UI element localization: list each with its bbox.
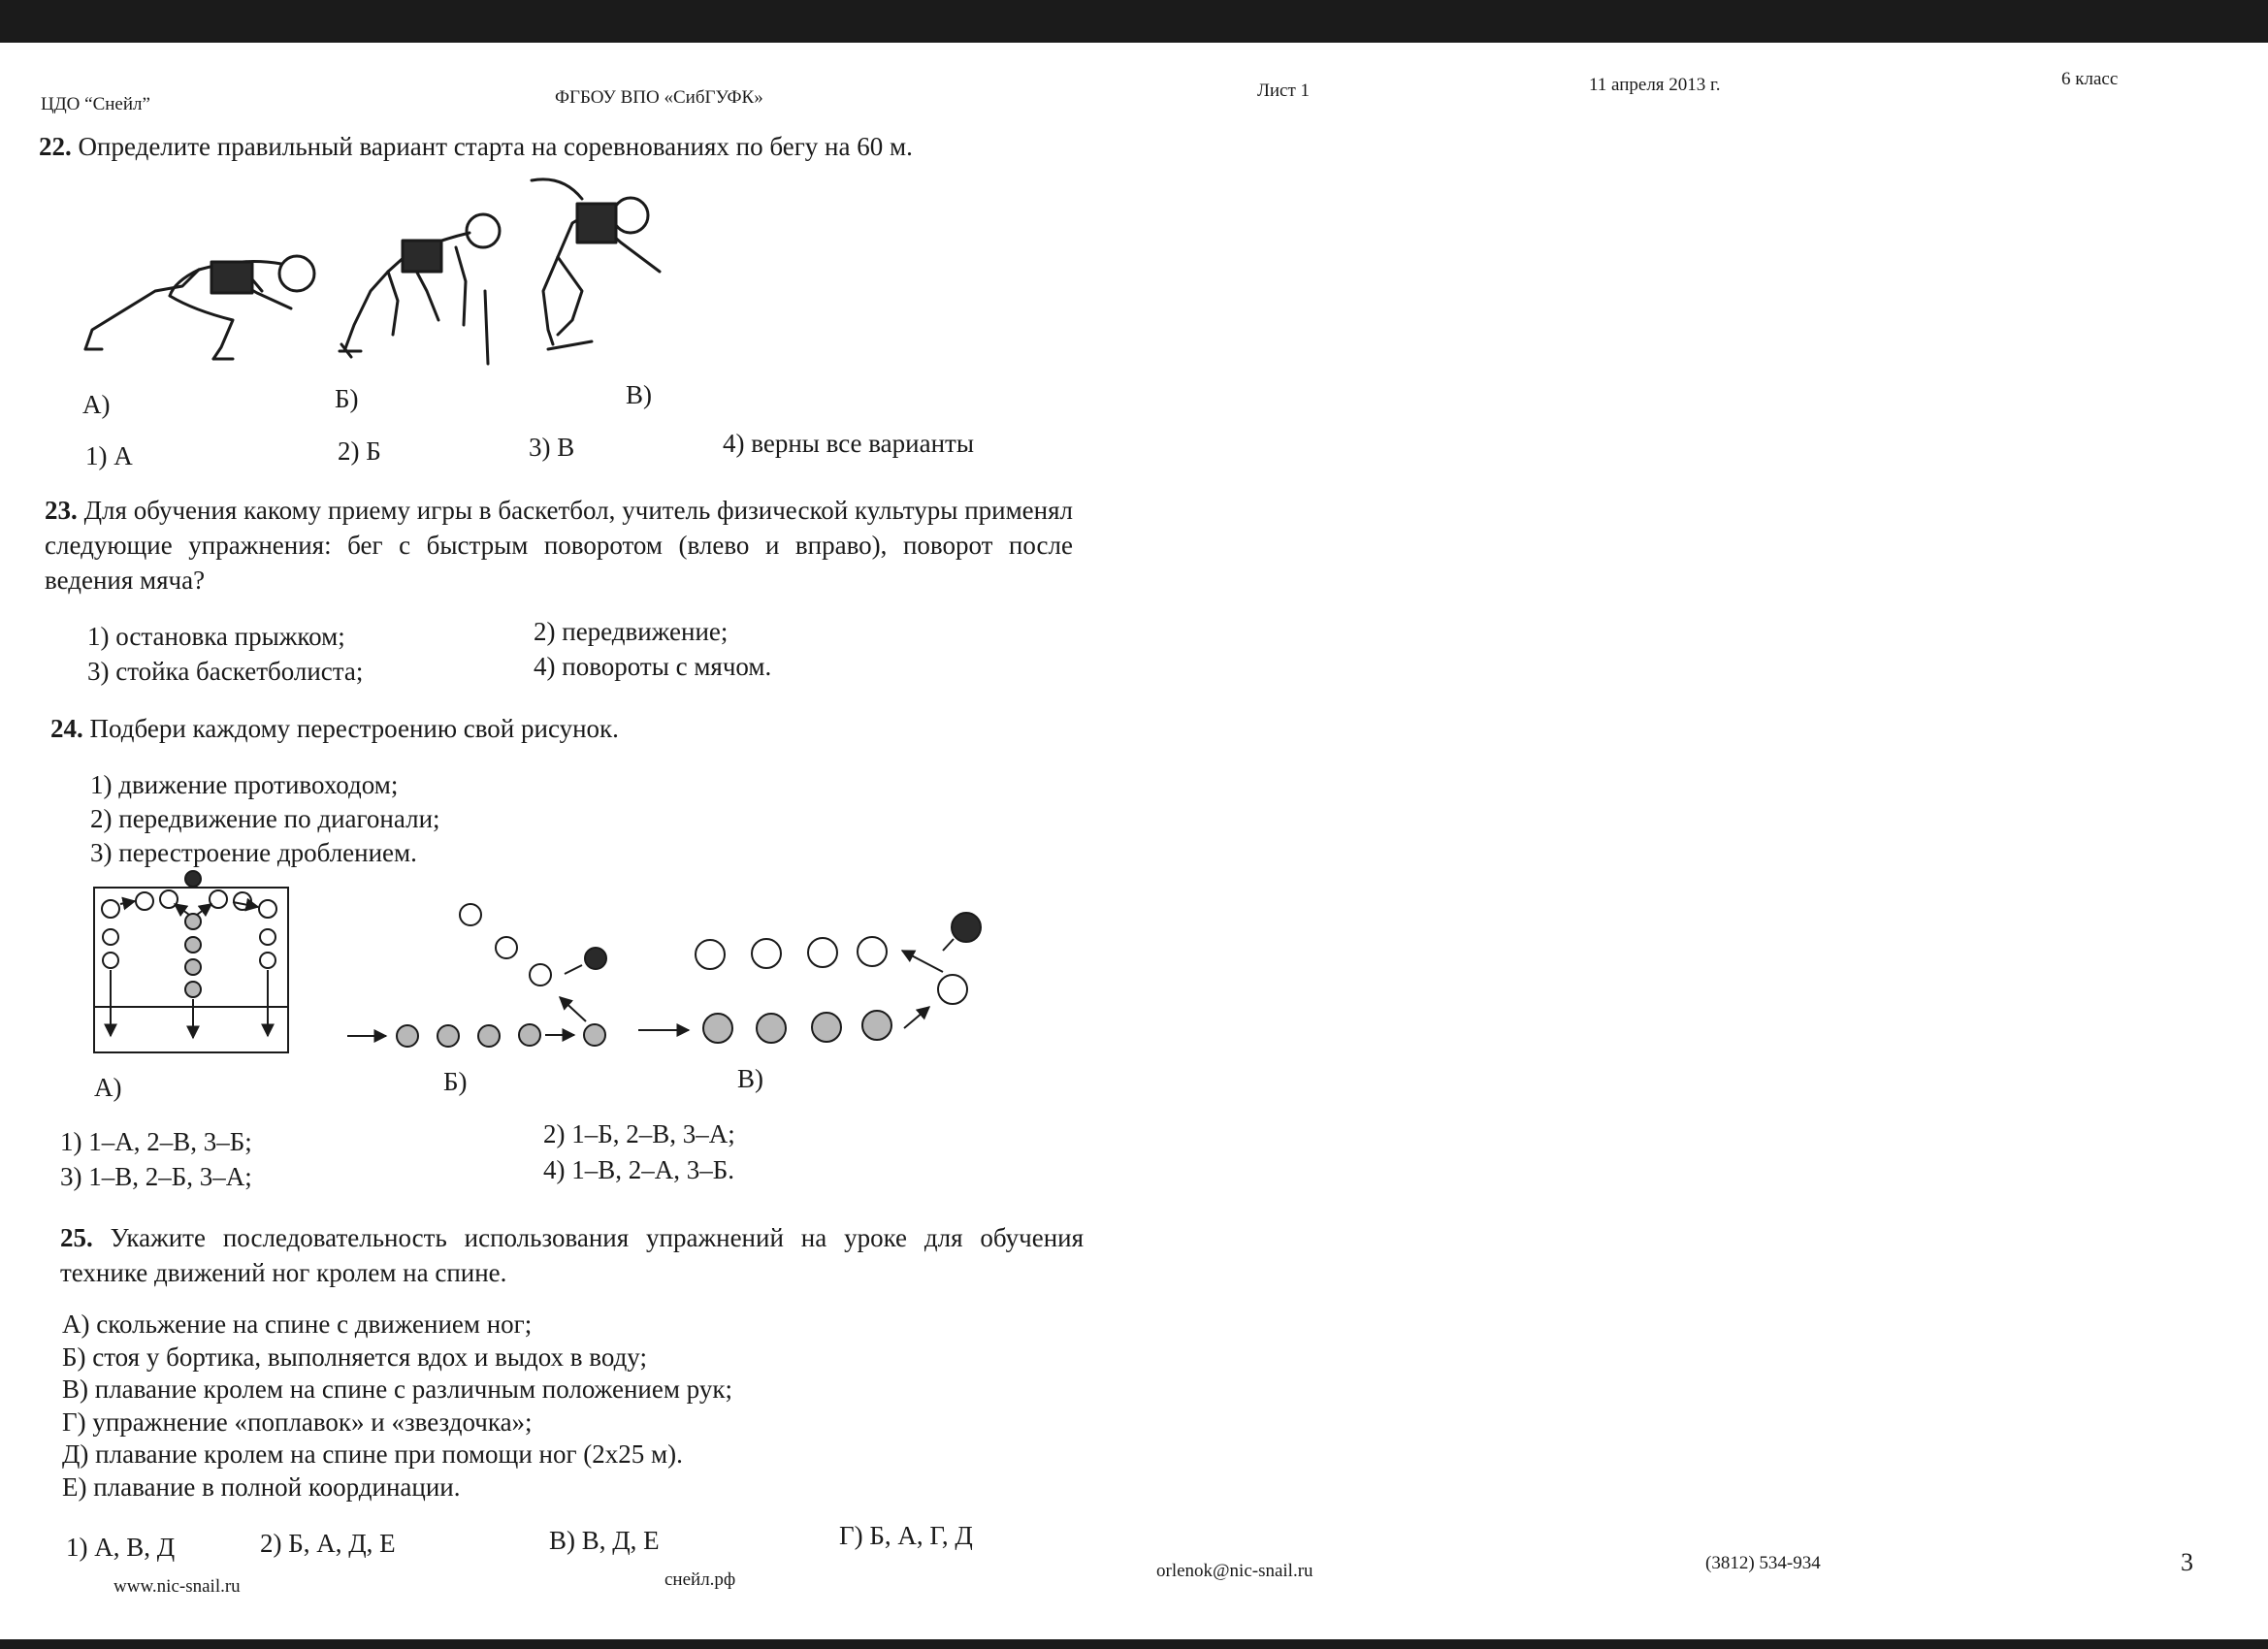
header-date: 11 апреля 2013 г. bbox=[1589, 75, 1721, 95]
q25-item-d: Д) плавание кролем на спине при помощи ног (2х25 м). bbox=[62, 1439, 683, 1469]
q24-fig-label-b: Б) bbox=[443, 1067, 468, 1096]
header-grade: 6 класс bbox=[2061, 69, 2119, 89]
q25-item-b: Б) стоя у бортика, выполняется вдох и выдох в воду; bbox=[62, 1342, 647, 1372]
q24-text: Подбери каждому перестроению свой рисунок. bbox=[89, 714, 619, 743]
q25-item-e: Е) плавание в полной координации. bbox=[62, 1472, 461, 1502]
page-number: 3 bbox=[2181, 1548, 2193, 1576]
q25-option-2: 2) Б, А, Д, Е bbox=[260, 1529, 396, 1558]
q24-option-1: 1) 1–А, 2–В, 3–Б; bbox=[60, 1127, 252, 1156]
header-sheet: Лист 1 bbox=[1257, 81, 1311, 101]
footer-phone: (3812) 534-934 bbox=[1705, 1553, 1821, 1573]
header-org-center: ФГБОУ ВПО «СибГУФК» bbox=[555, 87, 763, 108]
q23-number: 23. bbox=[45, 496, 78, 525]
q25-text: Укажите последовательность использования упражнений на уроке для обучения технике движений ног кролем на спине. bbox=[60, 1223, 1085, 1287]
q24-option-4: 4) 1–В, 2–А, 3–Б. bbox=[543, 1155, 735, 1184]
q25-heading bbox=[60, 1220, 1084, 1290]
q23-text: Для обучения какому приему игры в баскетбол, учитель физической культуры применял следующие упражнения: бег с быстрым поворотом (влево и вправо), поворот после ведения мяча? bbox=[45, 496, 1074, 595]
q24-item-2: 2) передвижение по диагонали; bbox=[90, 804, 440, 833]
q24-option-3: 3) 1–В, 2–Б, 3–А; bbox=[60, 1162, 252, 1191]
q23-option-4: 4) повороты с мячом. bbox=[534, 652, 772, 681]
formation-v-diagram bbox=[638, 913, 981, 1043]
q25-item-v: В) плавание кролем на спине с различным положением рук; bbox=[62, 1374, 732, 1404]
q24-item-3: 3) перестроение дроблением. bbox=[90, 838, 417, 867]
q22-fig-label-c: В) bbox=[626, 380, 652, 409]
q22-number: 22. bbox=[39, 132, 72, 161]
formation-a-diagram bbox=[94, 871, 288, 1052]
q23-option-1: 1) остановка прыжком; bbox=[87, 622, 345, 651]
footer-site-rf[interactable]: снейл.рф bbox=[664, 1569, 736, 1590]
q22-option-2: 2) Б bbox=[338, 436, 381, 466]
q25-item-a: А) скольжение на спине с движением ног; bbox=[62, 1310, 533, 1339]
q25-option-3: В) В, Д, Е bbox=[549, 1526, 660, 1555]
header-org-left: ЦДО “Снейл” bbox=[41, 94, 150, 114]
q24-option-2: 2) 1–Б, 2–В, 3–А; bbox=[543, 1119, 735, 1148]
q24-number: 24. bbox=[50, 714, 83, 743]
q25-option-1: 1) А, В, Д bbox=[66, 1533, 176, 1562]
footer-email[interactable]: orlenok@nic-snail.ru bbox=[1156, 1561, 1313, 1581]
q25-option-4: Г) Б, А, Г, Д bbox=[839, 1521, 973, 1550]
q24-item-1: 1) движение противоходом; bbox=[90, 770, 399, 799]
q24-fig-label-v: В) bbox=[737, 1064, 763, 1093]
q25-number: 25. bbox=[60, 1223, 93, 1252]
q22-fig-label-b: Б) bbox=[335, 384, 359, 413]
q23-option-3: 3) стойка баскетболиста; bbox=[87, 657, 364, 686]
q22-option-4: 4) верны все варианты bbox=[723, 429, 974, 458]
q24-fig-label-a: А) bbox=[94, 1073, 122, 1102]
q25-item-g: Г) упражнение «поплавок» и «звездочка»; bbox=[62, 1407, 533, 1437]
q22-option-1: 1) А bbox=[85, 441, 133, 470]
q22-text: Определите правильный вариант старта на соревнованиях по бегу на 60 м. bbox=[78, 132, 913, 161]
q22-fig-label-a: А) bbox=[82, 390, 111, 419]
q22-option-3: 3) В bbox=[529, 433, 575, 462]
footer-site[interactable]: www.nic-snail.ru bbox=[113, 1576, 241, 1597]
formation-b-diagram bbox=[347, 904, 606, 1047]
q23-option-2: 2) передвижение; bbox=[534, 617, 729, 646]
